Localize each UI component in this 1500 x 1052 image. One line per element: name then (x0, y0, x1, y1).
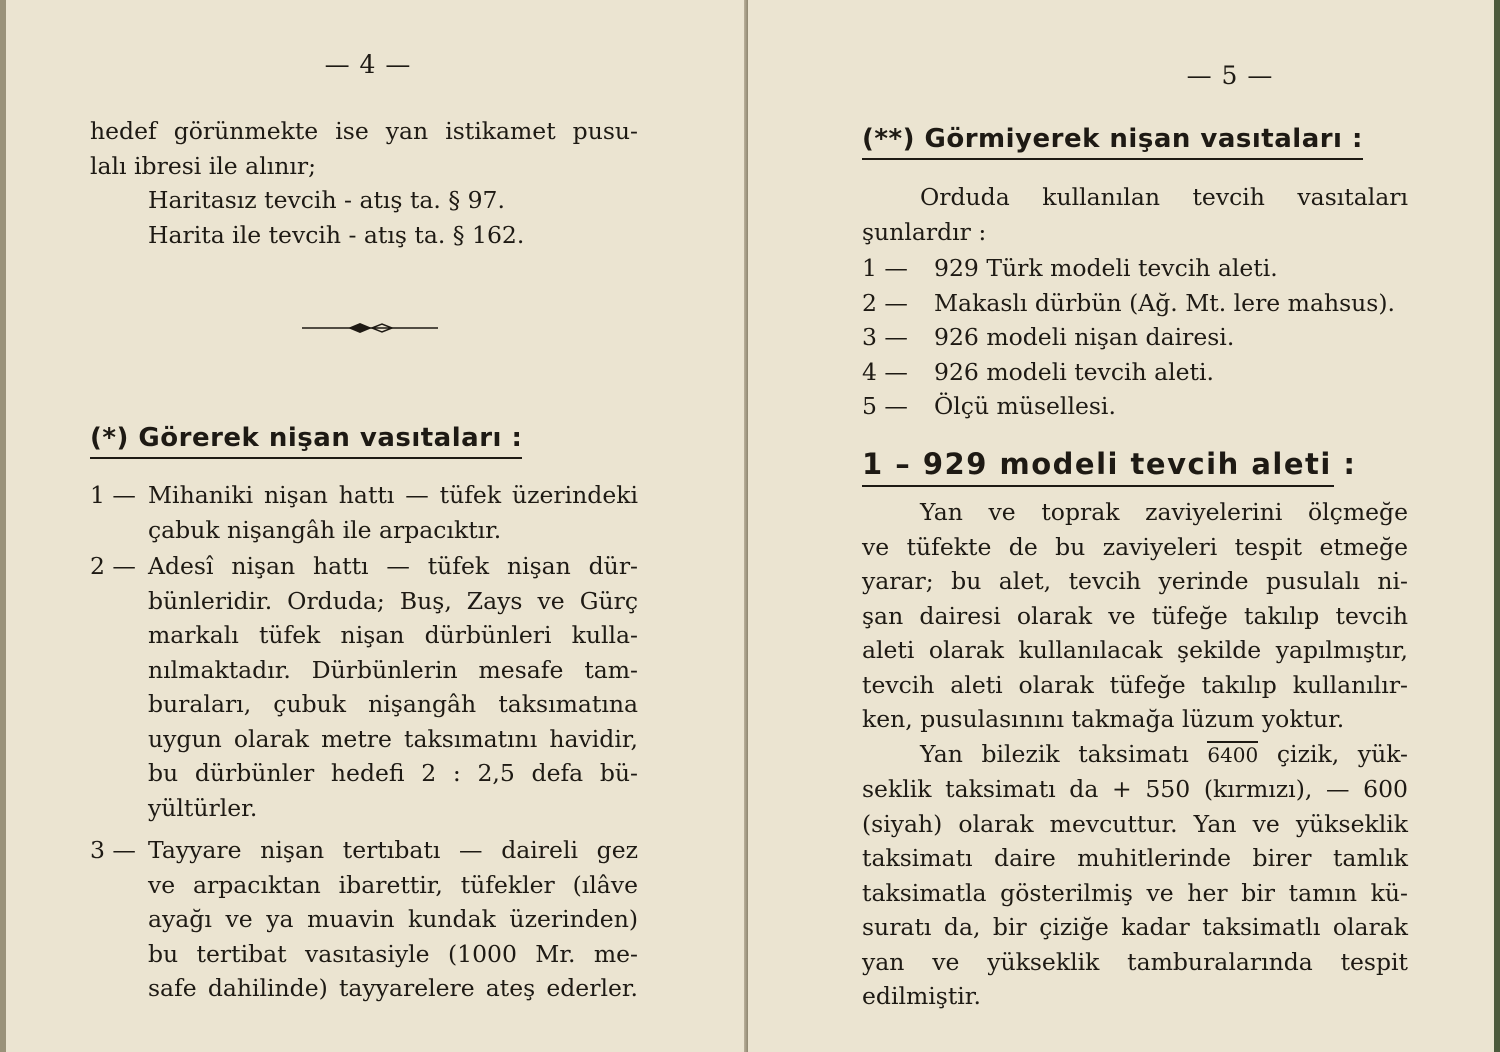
text-line: şan dairesi olarak ve tüfeğe takılıp tevcih (862, 601, 1408, 630)
text-line: Tayyare nişan tertıbatı — daireli gez (148, 836, 638, 864)
text-line: hedef görünmekte ise yan istikamet pusu- (90, 117, 638, 145)
right-intro (862, 180, 1408, 249)
item-number: 3 — (862, 323, 908, 351)
text-line: şunlardır : (862, 217, 987, 246)
list-item (862, 251, 1408, 286)
text-fragment: çizik, yük- (1276, 739, 1408, 768)
text-line (862, 737, 1408, 773)
page-number-right: — 5 — (1186, 61, 1274, 90)
item-number: 4 — (862, 357, 908, 386)
text-line: 926 modeli tevcih aleti. (934, 357, 1214, 386)
text-line: Orduda kullanılan tevcih vasıtaları (920, 183, 1408, 211)
left-intro (90, 114, 638, 252)
text-line: ve tüfekte de bu zaviyeleri tespit etmeğe (862, 532, 1408, 561)
text-line: Mihaniki nişan hattı — tüfek üzerindeki (148, 481, 638, 509)
text-line: ayağı ve ya muavin kundak üzerinden) (148, 905, 638, 933)
text-line: lalı ibresi ile alınır; (90, 151, 317, 180)
text-line: taksimatla gösterilmiş ve her bir tamın kü- (862, 878, 1408, 907)
text-line: markalı tüfek nişan dürbünleri kulla- (148, 621, 638, 649)
text-line: safe dahilinde) tayyarelere ateş ederler. (148, 974, 638, 1002)
list-item (862, 389, 1408, 424)
text-line: suratı da, bir çiziğe kadar taksimatlı olarak (862, 913, 1408, 941)
section-heading-nonvisual: (**) Görmiyerek nişan vasıtaları : (862, 124, 1363, 160)
text-line: aleti olarak kullanılacak şekilde yapılmıştır, (862, 636, 1408, 664)
text-line: seklik taksimatı da + 550 (kırmızı), — 600 (862, 775, 1408, 803)
item-number: 2 — (90, 552, 136, 580)
reference-line: Haritasız tevcih - atış ta. § 97. (148, 186, 505, 214)
text-line: Adesî nişan hattı — tüfek nişan dür- (148, 552, 638, 580)
text-line: ve arpacıktan ibarettir, tüfekler (ılâve (148, 870, 638, 899)
text-line: bu dürbünler hedefi 2 : 2,5 defa bü- (148, 759, 638, 787)
page-number-left: — 4 — (324, 50, 412, 79)
text-line: (siyah) olarak mevcuttur. Yan ve yükseklik (862, 809, 1408, 838)
text-line: 929 Türk modeli tevcih aleti. (934, 254, 1278, 282)
text-line: yültürler. (148, 793, 258, 822)
item-number: 3 — (90, 836, 136, 864)
text-line: 926 modeli nişan dairesi. (934, 323, 1235, 351)
section-heading-visual: (*) Görerek nişan vasıtaları : (90, 423, 522, 459)
text-line: yan ve yükseklik tamburalarında tespit (862, 947, 1408, 976)
text-line: Makaslı dürbün (Ağ. Mt. lere mahsus). (934, 288, 1396, 317)
right-page (748, 0, 1500, 1052)
text-line: taksimatı daire muhitlerinde birer tamlık (862, 844, 1408, 872)
subsection-heading: 1 – 929 modeli tevcih aleti : (862, 447, 1334, 487)
list-item (862, 320, 1408, 355)
text-line: edilmiştir. (862, 982, 981, 1010)
ornament-divider (302, 318, 438, 338)
item-number: 1 — (862, 254, 908, 282)
fraction-value: 6400 (1207, 742, 1259, 767)
text-line: bu tertibat vasıtasiyle (1000 Mr. me- (148, 939, 638, 968)
text-line: Ölçü müsellesi. (934, 392, 1116, 420)
right-body (862, 495, 1408, 1014)
left-list (90, 478, 638, 1006)
reference-line: Harita ile tevcih - atış ta. § 162. (148, 220, 525, 249)
item-number: 5 — (862, 392, 908, 420)
text-line: uygun olarak metre taksımatını havidir, (148, 724, 638, 753)
list-item (90, 549, 638, 825)
item-number: 2 — (862, 288, 908, 317)
text-line: nılmaktadır. Dürbünlerin mesafe tam- (148, 655, 638, 684)
list-item (90, 833, 638, 1006)
text-line: buraları, çubuk nişangâh taksımatına (148, 690, 638, 718)
text-fragment: Yan bilezik taksimatı (920, 739, 1189, 768)
text-line: yarar; bu alet, tevcih yerinde pusulalı ni- (862, 567, 1408, 595)
text-line: tevcih aleti olarak tüfeğe takılıp kullanılır- (862, 670, 1408, 699)
text-line: Yan ve toprak zaviyelerini ölçmeğe (920, 498, 1408, 526)
list-item (862, 286, 1408, 321)
item-number: 1 — (90, 481, 136, 509)
text-line: ken, pusulasınını takmağa lüzum yoktur. (862, 705, 1345, 733)
list-item (90, 478, 638, 547)
text-line: çabuk nişangâh ile arpacıktır. (148, 515, 502, 544)
left-page (0, 0, 748, 1052)
right-list (862, 251, 1408, 424)
text-line: bünleridir. Orduda; Buş, Zays ve Gürç (148, 586, 638, 615)
list-item (862, 355, 1408, 390)
